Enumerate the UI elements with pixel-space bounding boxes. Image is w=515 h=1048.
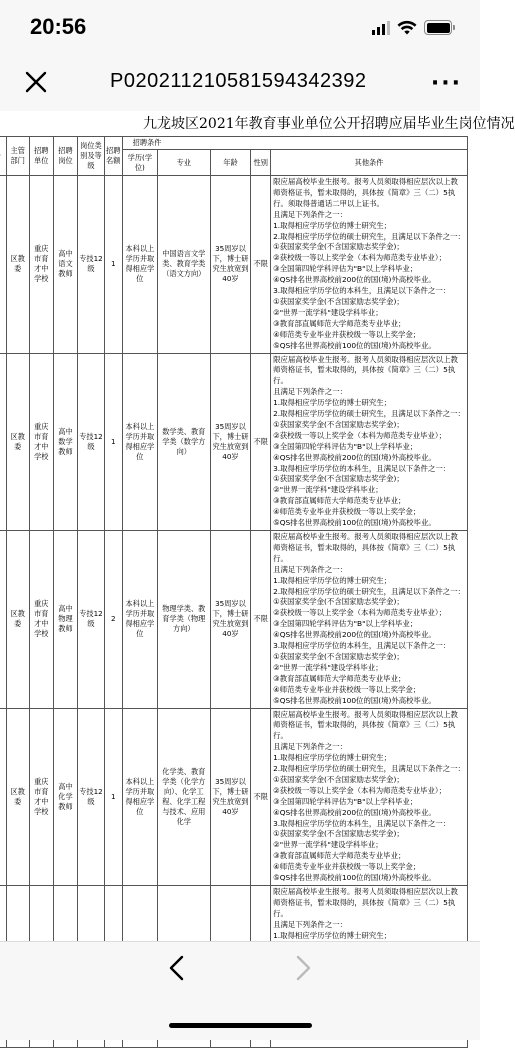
header-conditions: 招聘条件 (122, 137, 467, 150)
other-line: ①获国家奖学金(不含国家励志奖学金)； (273, 597, 404, 607)
cell-post: 高中数学教师 (53, 353, 77, 531)
cell-other (271, 176, 468, 354)
other-line: 限应届高校毕业生报考。报考人员须取得相应层次以上教 (273, 354, 458, 364)
other-line: ③全国第四轮学科评估为"B"以上学科毕业； (273, 619, 418, 629)
table-row (0, 176, 468, 354)
other-line: ④QS排名世界高校前200位的国(境)外高校毕业。 (273, 275, 436, 285)
other-line: ④师范类专业毕业并获校级一等以上奖学金； (273, 862, 421, 872)
status-time: 20:56 (30, 14, 87, 39)
other-line: 且满足下列条件之一： (273, 564, 347, 574)
cell-edu: 本科以上学历并取得相应学位 (122, 353, 157, 531)
cell-unit: 重庆市育才中学校 (29, 176, 53, 354)
other-line: ①获国家奖学金(不含国家励志奖学金)； (273, 651, 404, 661)
cell-dept: 区教委 (6, 531, 29, 709)
other-line: ④师范类专业毕业并获校级一等以上奖学金； (273, 507, 421, 517)
cell-post: 高中语文教师 (53, 176, 77, 354)
header-age: 年龄 (210, 150, 251, 176)
nav-bar (0, 58, 480, 112)
other-line: 2.取得相应学历学位的硕士研究生，且满足以下条件之一： (273, 231, 465, 241)
cell-sex: 不限 (251, 353, 271, 531)
cell-major: 数学类、教育学类（数学方向） (158, 353, 210, 531)
nav-title: P020211210581594342392 (110, 70, 367, 92)
other-line: ②获校级一等以上奖学金（本科为师范类专业毕业）； (273, 608, 446, 618)
other-line: 师资格证书，暂未取得的，具体按《简章》三（二）5执 (273, 187, 456, 197)
other-line: 3.取得相应学历学位的本科生，且满足以下条件之一： (273, 463, 451, 473)
cell-major: 化学类、教育学类（化学方向）、化学工程、化学工程与技术、应用化学 (158, 708, 210, 886)
chevron-right-icon[interactable] (291, 954, 315, 982)
other-line: 师资格证书，暂未取得的，具体按《简章》三（二）5执 (273, 365, 456, 375)
cell-category: 专技12级 (78, 353, 105, 531)
cell-age: 35周岁以下，博士研究生放宽到40岁 (210, 531, 251, 709)
other-line: ④师范类专业毕业并获校级一等以上奖学金； (273, 684, 421, 694)
cellular-signal-icon (372, 21, 390, 35)
other-line: 师资格证书，暂未取得的，具体按《简章》三（二）5执 (273, 542, 456, 552)
header-dept: 主管部门 (6, 137, 29, 176)
other-line: ①获国家奖学金(不含国家励志奖学金)； (273, 774, 404, 784)
cell-dept: 区教委 (6, 176, 29, 354)
other-line: ③教育部直属师范大学师范类专业毕业； (273, 851, 406, 861)
other-line: 且满足下列条件之一： (273, 209, 347, 219)
cell-sex: 不限 (251, 531, 271, 709)
other-line: ③全国第四轮学科评估为"B"以上学科毕业； (273, 441, 418, 451)
other-line: 1.取得相应学历学位的博士研究生； (273, 398, 391, 408)
other-line: ④QS排名世界高校前200位的国(境)外高校毕业。 (273, 807, 436, 817)
header-edu: 学历(学位) (122, 150, 157, 176)
table-row (0, 353, 468, 531)
cell-edu: 本科以上学历并取得相应学位 (122, 531, 157, 709)
cell-edu: 本科以上学历并取得相应学位 (122, 708, 157, 886)
other-line: ④QS排名世界高校前200位的国(境)外高校毕业。 (273, 630, 436, 640)
cell-count: 1 (104, 353, 122, 531)
other-line: ②"世界一流学科"建设学科毕业； (273, 307, 383, 317)
other-line: 限应届高校毕业生报考。报考人员须取得相应层次以上教 (273, 177, 458, 186)
other-line: 限应届高校毕业生报考。报考人员须取得相应层次以上教 (273, 709, 458, 719)
cell-category: 专技12级 (78, 531, 105, 709)
cell-post: 高中物理教师 (53, 531, 77, 709)
other-line: ④QS排名世界高校前200位的国(境)外高校毕业。 (273, 452, 436, 462)
other-line: ①获国家奖学金(不含国家励志奖学金)； (273, 474, 404, 484)
other-line: 限应届高校毕业生报考。报考人员须取得相应层次以上教 (273, 887, 458, 896)
cell-age: 35周岁以下，博士研究生放宽到40岁 (210, 176, 251, 354)
other-line: ②"世界一流学科"建设学科毕业； (273, 840, 383, 850)
other-line: ⑤QS排名世界高校前100位的国(境)外高校毕业。 (273, 695, 436, 705)
cell-other (271, 708, 468, 886)
header-other: 其他条件 (271, 150, 468, 176)
table-row (0, 708, 468, 886)
other-line: 1.取得相应学历学位的博士研究生； (273, 930, 391, 940)
other-line: ①获国家奖学金(不含国家励志奖学金)； (273, 829, 404, 839)
other-line: 2.取得相应学历学位的硕士研究生，且满足以下条件之一： (273, 764, 465, 774)
cell-sex: 不限 (251, 176, 271, 354)
header-category: 岗位类别及等级 (78, 137, 105, 176)
other-line: ③教育部直属师范大学师范类专业毕业； (273, 673, 406, 683)
cell-sex: 不限 (251, 708, 271, 886)
status-bar (0, 0, 480, 58)
cell-unit: 重庆市育才中学校 (29, 353, 53, 531)
other-line: 1.取得相应学历学位的博士研究生； (273, 220, 391, 230)
other-line: ④师范类专业毕业并获校级一等以上奖学金； (273, 329, 421, 339)
other-line: ③全国第四轮学科评估为"B"以上学科毕业； (273, 264, 418, 274)
header-unit: 招聘单位 (29, 137, 53, 176)
document-viewer[interactable] (0, 111, 515, 941)
cell-other (271, 353, 468, 531)
job-table (0, 136, 468, 1048)
cell-unit: 重庆市育才中学校 (29, 708, 53, 886)
other-line: ⑤QS排名世界高校前100位的国(境)外高校毕业。 (273, 873, 436, 883)
other-line: 行。 (273, 731, 288, 741)
other-line: ③教育部直属师范大学师范类专业毕业； (273, 496, 406, 506)
other-line: 行。须取得普通话二甲以上证书。 (273, 198, 384, 208)
cell-category: 专技12级 (78, 176, 105, 354)
cell-count: 1 (104, 176, 122, 354)
header-count: 招聘名额 (104, 137, 122, 176)
table-row (0, 531, 468, 709)
cell-other (271, 531, 468, 709)
more-button[interactable]: ··· (430, 71, 462, 96)
other-line: 行。 (273, 376, 288, 386)
other-line: 行。 (273, 553, 288, 563)
cell-age: 35周岁以下，博士研究生放宽到40岁 (210, 353, 251, 531)
header-major: 专业 (158, 150, 210, 176)
other-line: ③教育部直属师范大学师范类专业毕业； (273, 318, 406, 328)
header-sex: 性别 (251, 150, 271, 176)
cell-post: 高中化学教师 (53, 708, 77, 886)
cell-age: 35周岁以下，博士研究生放宽到40岁 (210, 708, 251, 886)
document-title: 九龙坡区2021年教育事业单位公开招聘应届毕业生岗位情况 (143, 116, 515, 132)
other-line: 行。 (273, 908, 288, 918)
other-line: 3.取得相应学历学位的本科生，且满足以下条件之一： (273, 641, 451, 651)
other-line: ②获校级一等以上奖学金（本科为师范类专业毕业）； (273, 430, 446, 440)
other-line: ②获校级一等以上奖学金（本科为师范类专业毕业）； (273, 785, 446, 795)
other-line: 且满足下列条件之一： (273, 919, 347, 929)
other-line: 1.取得相应学历学位的博士研究生； (273, 753, 391, 763)
other-line: 3.取得相应学历学位的本科生，且满足以下条件之一： (273, 286, 451, 296)
cell-major: 中国语言文学类、教育学类（语文方向） (158, 176, 210, 354)
status-icons (372, 20, 452, 35)
other-line: 师资格证书，暂未取得的，具体按《简章》三（二）5执 (273, 897, 456, 907)
other-line: ②"世界一流学科"建设学科毕业； (273, 662, 383, 672)
other-line: 且满足下列条件之一： (273, 387, 347, 397)
cell-count: 2 (104, 531, 122, 709)
home-indicator[interactable] (169, 1023, 312, 1028)
other-line: ⑤QS排名世界高校前100位的国(境)外高校毕业。 (273, 340, 436, 350)
other-line: ③全国第四轮学科评估为"B"以上学科毕业； (273, 796, 418, 806)
other-line: 限应届高校毕业生报考。报考人员须取得相应层次以上教 (273, 532, 458, 541)
other-line: 且满足下列条件之一： (273, 742, 347, 752)
header-post: 招聘岗位 (53, 137, 77, 176)
wifi-icon (397, 21, 417, 35)
other-line: 师资格证书，暂未取得的，具体按《简章》三（二）5执 (273, 720, 456, 730)
other-line: ①获国家奖学金(不含国家励志奖学金)； (273, 419, 404, 429)
cell-category: 专技12级 (78, 708, 105, 886)
cell-edu: 本科以上学历并取得相应学位 (122, 176, 157, 354)
close-icon[interactable] (22, 68, 50, 96)
other-line: ②"世界一流学科"建设学科毕业； (273, 485, 383, 495)
other-line: 3.取得相应学历学位的本科生，且满足以下条件之一： (273, 818, 451, 828)
other-line: ②获校级一等以上奖学金（本科为师范类专业毕业）； (273, 253, 446, 263)
cell-unit: 重庆市育才中学校 (29, 531, 53, 709)
other-line: ①获国家奖学金(不含国家励志奖学金)； (273, 242, 404, 252)
cell-dept: 区教委 (6, 353, 29, 531)
cell-major: 物理学类、教育学类（物理方向） (158, 531, 210, 709)
other-line: 2.取得相应学历学位的硕士研究生，且满足以下条件之一： (273, 409, 465, 419)
battery-icon (424, 20, 452, 35)
other-line: ①获国家奖学金(不含国家励志奖学金)； (273, 296, 404, 306)
chevron-left-icon[interactable] (165, 954, 189, 982)
other-line: 2.取得相应学历学位的硕士研究生，且满足以下条件之一： (273, 586, 465, 596)
cell-count: 1 (104, 708, 122, 886)
other-line: ⑤QS排名世界高校前100位的国(境)外高校毕业。 (273, 518, 436, 528)
cell-dept: 区教委 (6, 708, 29, 886)
other-line: 1.取得相应学历学位的博士研究生； (273, 575, 391, 585)
